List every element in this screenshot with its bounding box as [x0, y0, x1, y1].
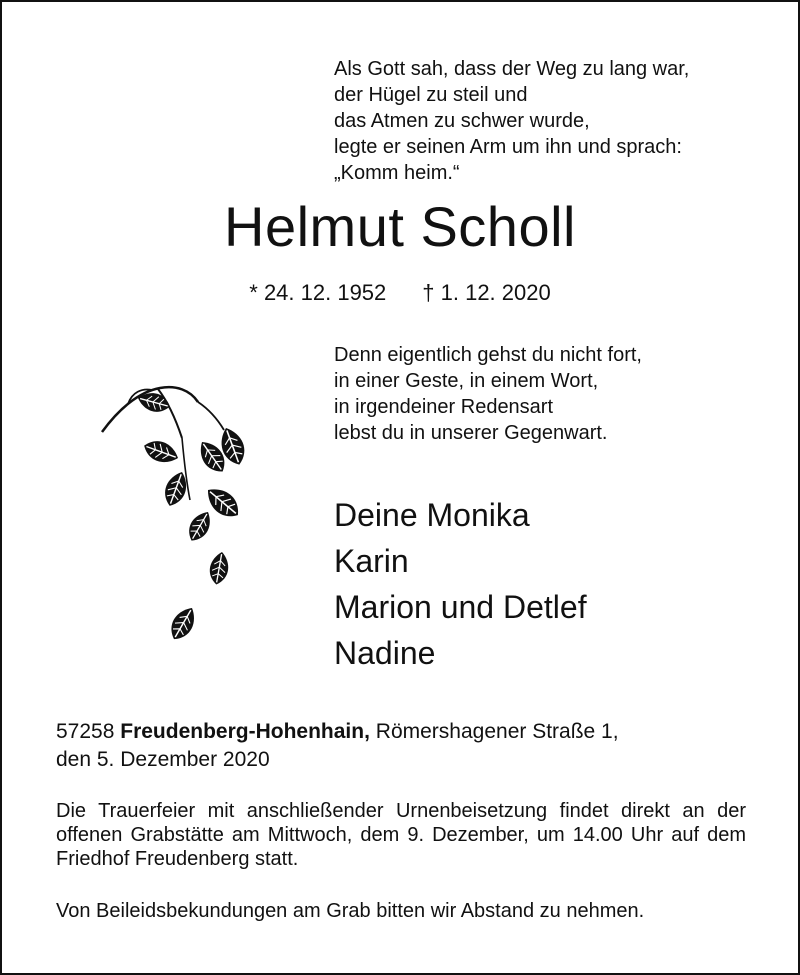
poem-line: Als Gott sah, dass der Weg zu lang war, — [334, 58, 690, 80]
poem-line: legte er seinen Arm um ihn und sprach: — [334, 136, 682, 158]
mourner-name: Karin — [334, 543, 409, 579]
date-line: den 5. Dezember 2020 — [56, 748, 270, 771]
address-line — [56, 718, 746, 746]
mourner-name: Deine Monika — [334, 497, 530, 533]
funeral-notice: Die Trauerfeier mit anschließender Urnenbeisetzung findet direkt an der offenen Grabstätte am Mittwoch, dem 9. Dezember, um 14.00 Uhr auf dem Friedhof Freudenberg statt. — [56, 800, 746, 870]
poem-line: in irgendeiner Redensart — [334, 396, 554, 418]
address-block — [56, 718, 746, 774]
mourner-name: Marion und Detlef — [334, 589, 587, 625]
leaf-branch-icon — [98, 380, 268, 665]
birth-date: * 24. 12. 1952 — [249, 280, 387, 305]
poem-top — [334, 56, 689, 186]
life-dates — [0, 278, 800, 308]
poem-line: Denn eigentlich gehst du nicht fort, — [334, 344, 642, 366]
poem-line: der Hügel zu steil und — [334, 84, 528, 106]
poem-bottom — [334, 342, 642, 446]
poem-line: lebst du in unserer Gegenwart. — [334, 422, 608, 444]
death-date: † 1. 12. 2020 — [422, 280, 551, 305]
street: Römershagener Straße 1, — [375, 720, 619, 743]
mourner-list — [334, 492, 587, 676]
poem-line: in einer Geste, in einem Wort, — [334, 370, 599, 392]
closing-note: Von Beileidsbekundungen am Grab bitten wir Abstand zu nehmen. — [56, 900, 645, 922]
deceased-name: Helmut Scholl — [224, 195, 576, 258]
mourner-name: Nadine — [334, 635, 436, 671]
place-name: Freudenberg-Hohenhain, — [120, 720, 370, 743]
poem-line: „Komm heim.“ — [334, 162, 460, 184]
zip-code: 57258 — [56, 720, 115, 743]
poem-line: das Atmen zu schwer wurde, — [334, 110, 590, 132]
